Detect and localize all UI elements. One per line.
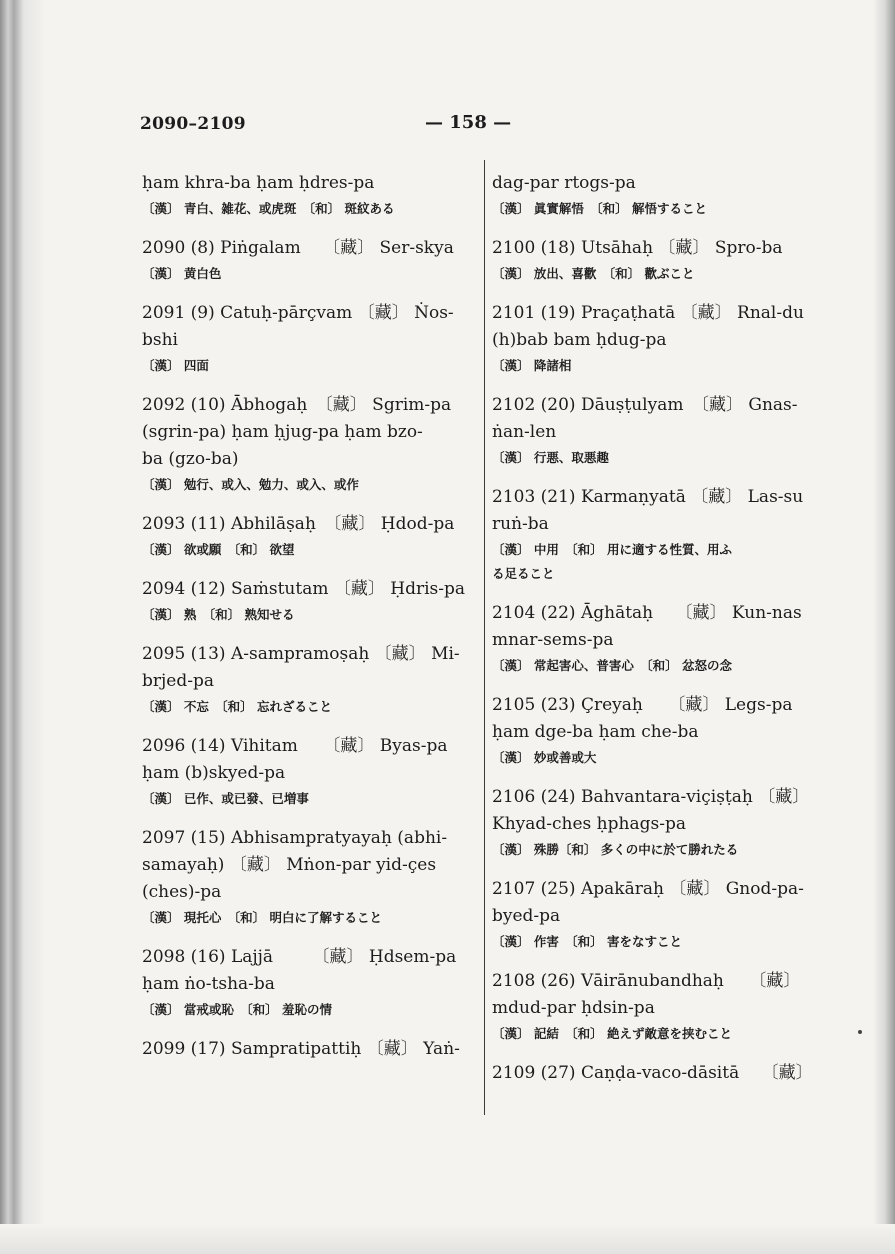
dictionary-entry [142,392,472,497]
entry-text-line: 2108 (26) Vāirānubandhaḥ 〔藏〕 [492,971,801,991]
entry-text-line: samayaḥ) 〔藏〕 Mṅon-par yid-çes [142,855,437,875]
entry-text-line: ṅan-len [492,422,557,442]
entry-gloss-line: 〔漢〕 黄白色 [142,266,222,281]
entry-spacer [492,378,822,392]
entry-text-line: 2097 (15) Abhisampratyayaḥ (abhi- [142,828,448,848]
entry-gloss-line: 〔漢〕 眞實解悟 〔和〕 解悟すること [492,201,707,216]
entry-spacer [142,497,472,511]
entry-text-line: 2109 (27) Caṇḍa-vaco-dāsitā 〔藏〕 [492,1063,813,1083]
entry-text-line: (sgrin-pa) ḥam ḥjug-pa ḥam bzo- [142,422,423,442]
entry-text-line: mdud-par ḥdsin-pa [492,998,655,1018]
entry-text-line: ḥam (b)skyed-pa [142,763,286,783]
entry-text-line: dag-par rtogs-pa [492,173,636,193]
entry-text-line: 2103 (21) Karmaṇyatā 〔藏〕 Las-su [492,487,804,507]
entry-spacer [492,1046,822,1060]
entry-gloss-line: 〔漢〕 青白、雑花、或虎斑 〔和〕 斑紋ある [142,201,395,216]
entry-text-line: 2090 (8) Piṅgalam 〔藏〕 Ser-skya [142,238,454,258]
entry-text-line: 2096 (14) Vihitam 〔藏〕 Byas-pa [142,736,448,756]
entry-text-line: ḥam ṅo-tsha-ba [142,974,275,994]
entry-text-line: 2091 (9) Catuḥ-pārçvam 〔藏〕 Ṅos- [142,303,454,323]
entry-gloss-line: 〔漢〕 放出、喜歡 〔和〕 歡ぶこと [492,266,695,281]
entry-text-line: 2105 (23) Çreyaḥ 〔藏〕 Legs-pa [492,695,793,715]
right-column [492,170,822,1087]
entry-text-line: 2098 (16) Lajjā 〔藏〕 Ḥdsem-pa [142,947,457,967]
entry-gloss-line: る足ること [492,566,555,581]
dictionary-entry [492,300,822,378]
page-number: — 158 — [425,112,512,133]
entry-gloss-line: 〔漢〕 行悪、取悪趣 [492,450,609,465]
binding-shadow-right [873,0,895,1254]
entry-spacer [492,678,822,692]
dictionary-entry [142,944,472,1022]
binding-shadow-left [0,0,46,1254]
dictionary-entry [142,235,472,286]
dictionary-entry [492,968,822,1046]
column-divider [484,160,485,1115]
dictionary-entry [492,484,822,586]
entry-gloss-line: 〔漢〕 四面 [142,358,209,373]
entry-text-line: 2106 (24) Bahvantara-viçiṣṭaḥ 〔藏〕 [492,787,810,807]
entry-gloss-line: 〔漢〕 作害 〔和〕 害をなすこと [492,934,682,949]
entry-text-line: 2092 (10) Ābhogaḥ 〔藏〕 Sgrim-pa [142,395,452,415]
entry-spacer [142,562,472,576]
entry-text-line: (h)bab bam ḥdug-pa [492,330,667,350]
entry-spacer [142,719,472,733]
entry-gloss-line: 〔漢〕 降諸相 [492,358,572,373]
entry-spacer [492,286,822,300]
entry-text-line: brjed-pa [142,671,214,691]
dictionary-entry [142,576,472,627]
entry-text-line: 2093 (11) Abhilāṣaḥ 〔藏〕 Ḥdod-pa [142,514,455,534]
entry-text-line: byed-pa [492,906,561,926]
entry-text-line: mnar-sems-pa [492,630,614,650]
entry-gloss-line: 〔漢〕 熟 〔和〕 熟知せる [142,607,295,622]
entry-spacer [142,378,472,392]
dictionary-entry [142,170,472,221]
dictionary-entry [142,733,472,811]
dictionary-entry [142,1036,472,1063]
page-bottom-edge [0,1224,895,1254]
entry-gloss-line: 〔漢〕 勉行、或入、勉力、或入、或作 [142,477,359,492]
dictionary-entry [492,1060,822,1087]
dictionary-entry [142,511,472,562]
entry-gloss-line: 〔漢〕 欲或願 〔和〕 欲望 [142,542,295,557]
entry-spacer [142,221,472,235]
dictionary-entry [492,876,822,954]
entry-text-line: ḥam khra-ba ḥam ḥdres-pa [142,173,375,193]
entry-text-line: ba (gzo-ba) [142,449,239,469]
entry-text-line: 2102 (20) Dāuṣṭulyam 〔藏〕 Gnas- [492,395,798,415]
entry-text-line: 2107 (25) Apakāraḥ 〔藏〕 Gnod-pa- [492,879,804,899]
entry-gloss-line: 〔漢〕 當戒或恥 〔和〕 羞恥の情 [142,1002,332,1017]
dictionary-entry [142,825,472,930]
entry-spacer [492,862,822,876]
dictionary-entry [492,235,822,286]
entry-spacer [142,811,472,825]
entry-text-line: 2104 (22) Āghātaḥ 〔藏〕 Kun-nas [492,603,802,623]
entry-spacer [492,470,822,484]
entry-text-line: 2100 (18) Utsāhaḥ 〔藏〕 Spro-ba [492,238,783,258]
entry-text-line: (ches)-pa [142,882,222,902]
entry-spacer [492,221,822,235]
dictionary-entry [492,392,822,470]
dictionary-entry [142,641,472,719]
entry-spacer [142,627,472,641]
entry-gloss-line: 〔漢〕 不忘 〔和〕 忘れざること [142,699,332,714]
entry-spacer [492,770,822,784]
entry-text-line: ruṅ-ba [492,514,549,534]
dictionary-entry [492,170,822,221]
entry-text-line: 2099 (17) Sampratipattiḥ 〔藏〕 Yaṅ- [142,1039,460,1059]
entry-gloss-line: 〔漢〕 常起害心、普害心 〔和〕 忿怒の念 [492,658,732,673]
entry-spacer [142,930,472,944]
entry-text-line: 2101 (19) Praçaṭhatā 〔藏〕 Rnal-du [492,303,804,323]
entry-spacer [492,954,822,968]
entry-gloss-line: 〔漢〕 現托心 〔和〕 明白に了解すること [142,910,382,925]
entry-text-line: Khyad-ches ḥphags-pa [492,814,686,834]
dictionary-entry [492,692,822,770]
dictionary-entry [492,600,822,678]
entry-gloss-line: 〔漢〕 中用 〔和〕 用に適する性質、用ふ [492,542,732,557]
entry-spacer [142,286,472,300]
dictionary-entry [142,300,472,378]
entry-text-line: ḥam dge-ba ḥam che-ba [492,722,699,742]
entry-spacer [142,1022,472,1036]
entry-gloss-line: 〔漢〕 妙或善或大 [492,750,597,765]
entry-gloss-line: 〔漢〕 已作、或已發、已増事 [142,791,309,806]
stray-dot [858,1030,862,1034]
entry-spacer [492,586,822,600]
entry-gloss-line: 〔漢〕 殊勝〔和〕 多くの中に於て勝れたる [492,842,739,857]
entry-text-line: 2095 (13) A-sampramoṣaḥ 〔藏〕 Mi- [142,644,460,664]
page-range-header: 2090–2109 [140,114,246,134]
left-column [142,170,472,1063]
entry-gloss-line: 〔漢〕 記結 〔和〕 絶えず敵意を挟むこと [492,1026,732,1041]
entry-text-line: 2094 (12) Saṁstutam 〔藏〕 Ḥdris-pa [142,579,466,599]
entry-text-line: bshi [142,330,178,350]
dictionary-entry [492,784,822,862]
